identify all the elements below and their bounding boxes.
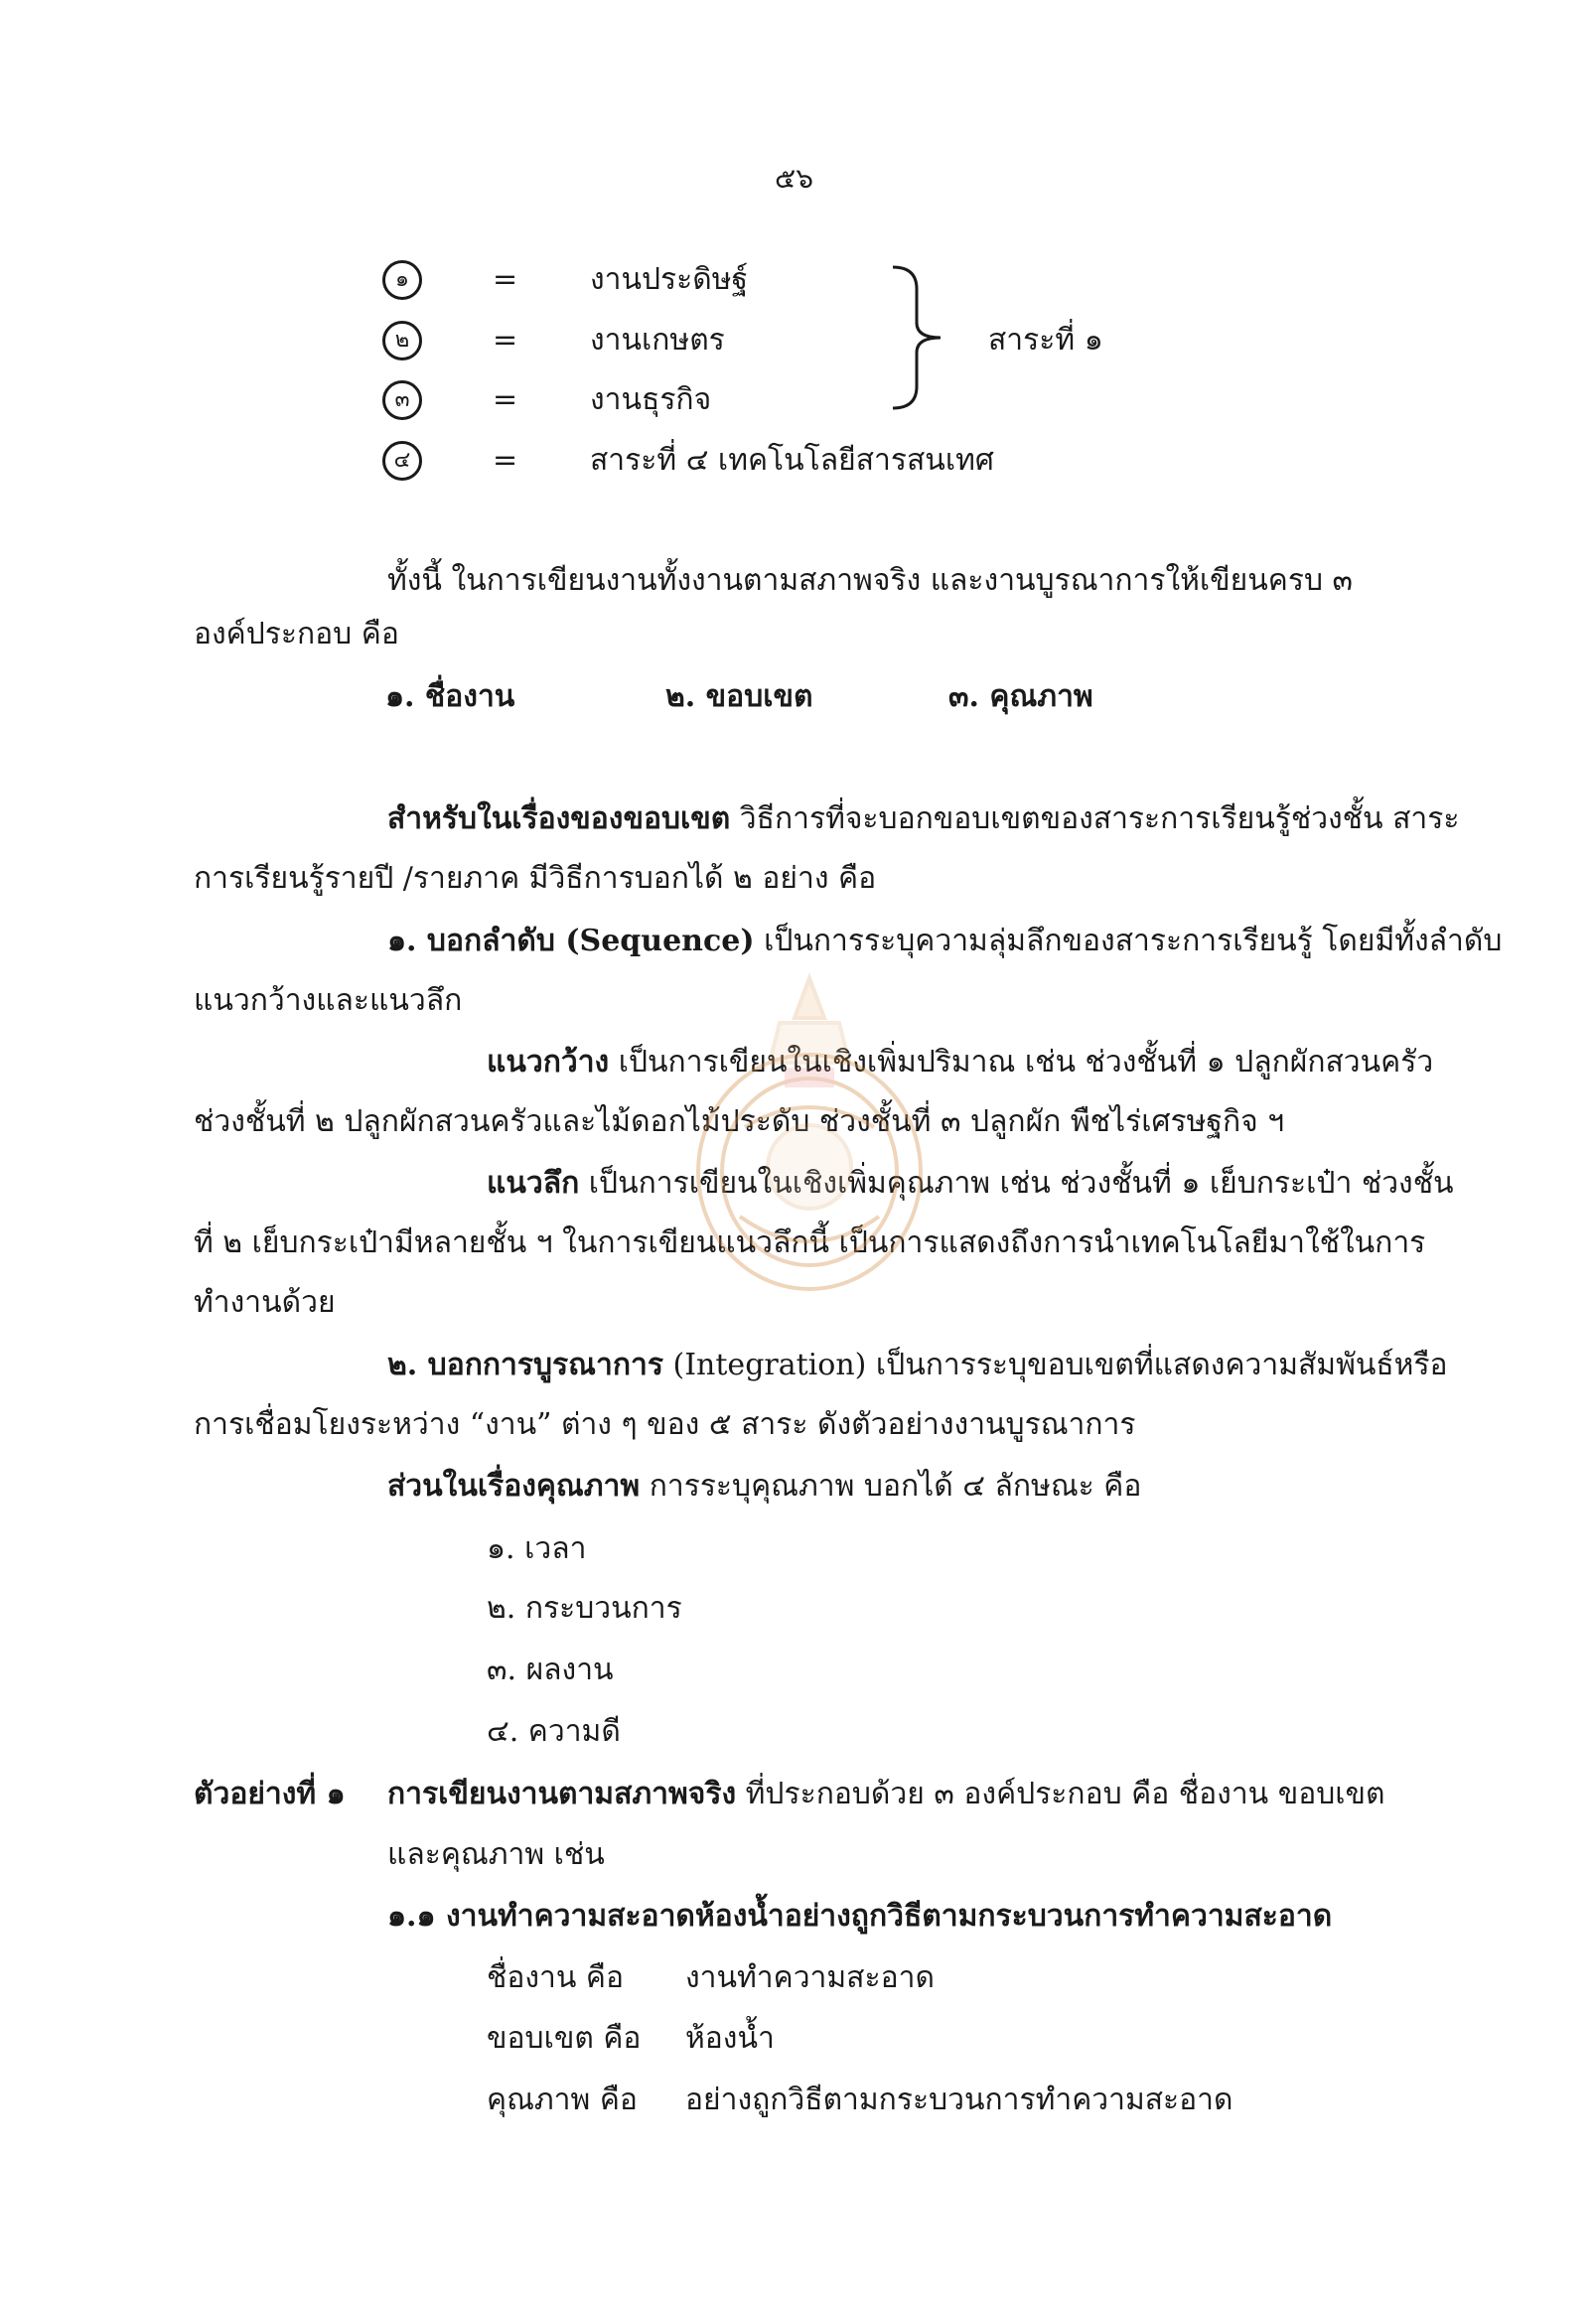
- example-paragraph-line: และคุณภาพ เช่น: [387, 1837, 605, 1872]
- depth-text: เป็นการเขียนในเชิงเพิ่มคุณภาพ เช่น ช่วงชั้นที่ ๑ เย็บกระเป๋า ช่วงชั้น: [579, 1166, 1454, 1201]
- example-paragraph: [387, 1775, 1385, 1814]
- example-row-key: ขอบเขต คือ: [487, 2021, 642, 2056]
- scope-paragraph-line: การเรียนรู้รายปี /รายภาค มีวิธีการบอกได้ ๒ อย่าง คือ: [194, 861, 877, 896]
- legend-eq: =: [493, 262, 518, 297]
- example-subheading: ๑.๑ งานทำความสะอาดห้องน้ำอย่างถูกวิธีตามกระบวนการทำความสะอาด: [387, 1899, 1333, 1934]
- example-row-value: ห้องน้ำ: [685, 2021, 775, 2056]
- legend-label: งานธุรกิจ: [590, 382, 712, 417]
- integration-paragraph: [387, 1346, 1448, 1385]
- component-quality: ๓. คุณภาพ: [948, 679, 1093, 714]
- example-row-key: ชื่องาน คือ: [487, 1960, 625, 1995]
- right-brace-icon: [889, 263, 948, 412]
- legend-eq: =: [493, 382, 518, 417]
- legend-eq: =: [493, 443, 518, 478]
- example-row-key: คุณภาพ คือ: [487, 2083, 638, 2117]
- legend-eq: =: [493, 323, 518, 358]
- quality-item: ๒. กระบวนการ: [487, 1591, 682, 1626]
- example-row-value: อย่างถูกวิธีตามกระบวนการทำความสะอาด: [685, 2083, 1233, 2117]
- legend-label: งานประดิษฐ์: [590, 262, 749, 297]
- legend-label: งานเกษตร: [590, 323, 725, 358]
- sequence-paragraph-line: แนวกว้างและแนวลึก: [194, 983, 463, 1018]
- breadth-paragraph-line: ช่วงชั้นที่ ๒ ปลูกผักสวนครัวและไม้ดอกไม้ประดับ ช่วงชั้นที่ ๓ ปลูกผัก พืชไร่เศรษฐกิจ ฯ: [194, 1104, 1285, 1139]
- component-name: ๑. ชื่องาน: [385, 679, 515, 714]
- sequence-heading: ๑. บอกลำดับ (Sequence): [387, 924, 755, 958]
- breadth-text: เป็นการเขียนในเชิงเพิ่มปริมาณ เช่น ช่วงชั้นที่ ๑ ปลูกผักสวนครัว: [609, 1045, 1434, 1080]
- legend-marker: ๔: [382, 441, 422, 481]
- depth-paragraph-line: ที่ ๒ เย็บกระเป๋ามีหลายชั้น ฯ ในการเขียนแนวลึกนี้ เป็นการแสดงถึงการนำเทคโนโลยีมาใช้ในการ: [194, 1225, 1426, 1260]
- example-row-value: งานทำความสะอาด: [685, 1960, 935, 1995]
- breadth-heading: แนวกว้าง: [487, 1045, 610, 1080]
- example-text: ที่ประกอบด้วย ๓ องค์ประกอบ คือ ชื่องาน ขอบเขต: [736, 1777, 1385, 1811]
- depth-paragraph: [487, 1164, 1454, 1204]
- scope-text: วิธีการที่จะบอกขอบเขตของสาระการเรียนรู้ช่วงชั้น สาระ: [730, 801, 1460, 836]
- legend-group-label: สาระที่ ๑: [988, 323, 1103, 358]
- emblem-watermark-icon: [685, 968, 934, 1296]
- integration-heading: ๒. บอกการบูรณาการ: [387, 1348, 663, 1382]
- scope-heading: สำหรับในเรื่องของขอบเขต: [387, 801, 731, 836]
- intro-line: องค์ประกอบ คือ: [194, 617, 399, 651]
- component-scope: ๒. ขอบเขต: [665, 679, 813, 714]
- breadth-paragraph: [487, 1043, 1433, 1082]
- integration-text: (Integration) เป็นการระบุขอบเขตที่แสดงความสัมพันธ์หรือ: [662, 1348, 1448, 1382]
- example-heading: การเขียนงานตามสภาพจริง: [387, 1777, 737, 1811]
- quality-heading: ส่วนในเรื่องคุณภาพ: [387, 1469, 641, 1504]
- depth-paragraph-line: ทำงานด้วย: [194, 1285, 336, 1320]
- quality-item: ๓. ผลงาน: [487, 1653, 614, 1687]
- quality-text: การระบุคุณภาพ บอกได้ ๔ ลักษณะ คือ: [640, 1469, 1142, 1504]
- sequence-text: เป็นการระบุความลุ่มลึกของสาระการเรียนรู้ โดยมีทั้งลำดับ: [754, 924, 1503, 958]
- legend-label: สาระที่ ๔ เทคโนโลยีสารสนเทศ: [590, 443, 994, 478]
- legend-marker: ๓: [382, 380, 422, 420]
- depth-heading: แนวลึก: [487, 1166, 580, 1201]
- legend-marker: ๒: [382, 321, 422, 360]
- example-label: ตัวอย่างที่ ๑: [194, 1777, 346, 1811]
- sequence-paragraph: [387, 922, 1502, 961]
- legend-marker: ๑: [382, 260, 422, 300]
- page-number: ๕๖: [775, 162, 813, 195]
- intro-line: ทั้งนี้ ในการเขียนงานทั้งงานตามสภาพจริง และงานบูรณาการให้เขียนครบ ๓: [387, 563, 1354, 598]
- quality-item: ๔. ความดี: [487, 1714, 621, 1749]
- quality-item: ๑. เวลา: [487, 1531, 587, 1566]
- integration-paragraph-line: การเชื่อมโยงระหว่าง “งาน” ต่าง ๆ ของ ๕ สาระ ดังตัวอย่างงานบูรณาการ: [194, 1407, 1136, 1442]
- scope-paragraph: [387, 799, 1459, 839]
- quality-paragraph: [387, 1467, 1141, 1507]
